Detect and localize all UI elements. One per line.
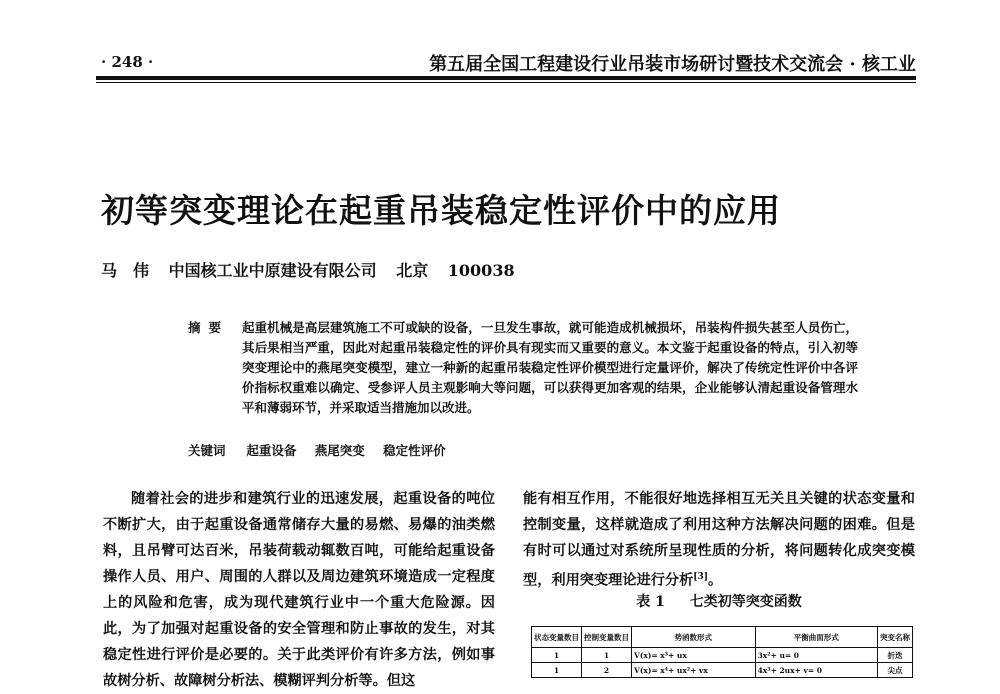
keywords-label: 关键词 xyxy=(188,443,226,458)
abstract-block xyxy=(188,318,858,418)
table-label: 表 1 xyxy=(636,594,665,610)
postcode: 100038 xyxy=(447,261,515,280)
table-header-cell: 突变名称 xyxy=(878,627,913,648)
keyword: 起重设备 xyxy=(246,443,297,458)
citation-ref: [3] xyxy=(693,572,709,582)
header-rule-thin xyxy=(96,82,916,83)
table-cell: 2 xyxy=(582,663,632,678)
keywords-line xyxy=(188,441,460,459)
table-header-cell: 控制变量数目 xyxy=(582,627,632,648)
keyword: 燕尾突变 xyxy=(314,443,365,458)
table-cell: V(x)= x³+ ux xyxy=(632,648,756,663)
table-row xyxy=(532,663,913,678)
table-header-row xyxy=(532,627,913,648)
body-right-column xyxy=(523,486,915,594)
catastrophe-table xyxy=(531,626,913,678)
body-right-tail: 。 xyxy=(708,572,723,589)
city: 北京 xyxy=(396,261,429,280)
author-line xyxy=(101,258,529,281)
table-cell: 1 xyxy=(532,663,582,678)
table-cell: 4x³+ 2ux+ v= 0 xyxy=(755,663,877,678)
table-row xyxy=(532,648,913,663)
abstract-text: 起重机械是高层建筑施工不可或缺的设备，一旦发生事故，就可能造成机械损坏，吊装构件损失甚至人员伤亡，其后果相当严重，因此对起重吊装稳定性的评价具有现实而又重要的意义。本文鉴于起重设备的特点，引入初等突变理论中的燕尾突变模型，建立一种新的起重吊装稳定性评价模型进行定量评价，解决了传统定性评价中各评价指标权重难以确定、受参评人员主观影响大等问题，可以获得更加客观的结果，企业能够认清起重设备管理水平和薄弱环节，并采取适当措施加以改进。 xyxy=(242,320,858,415)
article-title: 初等突变理论在起重吊装稳定性评价中的应用 xyxy=(101,191,781,230)
table-title: 七类初等突变函数 xyxy=(689,594,802,610)
body-left-column: 随着社会的进步和建筑行业的迅速发展，起重设备的吨位不断扩大，由于起重设备通常储存大量的易燃、易爆的油类燃料，且吊臂可达百米，吊装荷载动辄数百吨，可能给起重设备操作人员、用户、周围的人群以及周边建筑环境造成一定程度上的风险和危害，成为现代建筑行业中一个重大危险源。因此，为了加强对起重设备的安全管理和防止事故的发生，对其稳定性进行评价是必要的。关于此类评价有许多方法，例如事故树分析、故障树分析法、模糊评判分析等。但这 xyxy=(103,491,495,689)
table-caption xyxy=(523,591,915,611)
table-cell: 折迭 xyxy=(878,648,913,663)
table-header-cell: 状态变量数目 xyxy=(532,627,582,648)
header-rule-thick xyxy=(96,76,916,80)
table-cell: 1 xyxy=(532,648,582,663)
table-cell: 1 xyxy=(582,648,632,663)
body-right-text: 能有相互作用，不能很好地选择相互无关且关键的状态变量和控制变量，这样就造成了利用这种方法解决问题的困难。但是有时可以通过对系统所呈现性质的分析，将问题转化成突变模型，利用突变理论进行分析 xyxy=(523,491,915,589)
table-cell: 3x²+ u= 0 xyxy=(755,648,877,663)
abstract-label: 摘要 xyxy=(188,320,230,335)
table-header-cell: 势函数形式 xyxy=(632,627,756,648)
author-name: 马 伟 xyxy=(101,261,150,280)
page-number: · 248 · xyxy=(101,53,154,71)
table-cell: V(x)= x⁴+ ux²+ vx xyxy=(632,663,756,678)
table-cell: 尖点 xyxy=(878,663,913,678)
table-header-cell: 平衡曲面形式 xyxy=(755,627,877,648)
affiliation: 中国核工业中原建设有限公司 xyxy=(168,261,377,280)
keyword: 稳定性评价 xyxy=(383,443,446,458)
running-header-title: 第五届全国工程建设行业吊装市场研讨暨技术交流会 · 核工业 xyxy=(429,54,916,75)
